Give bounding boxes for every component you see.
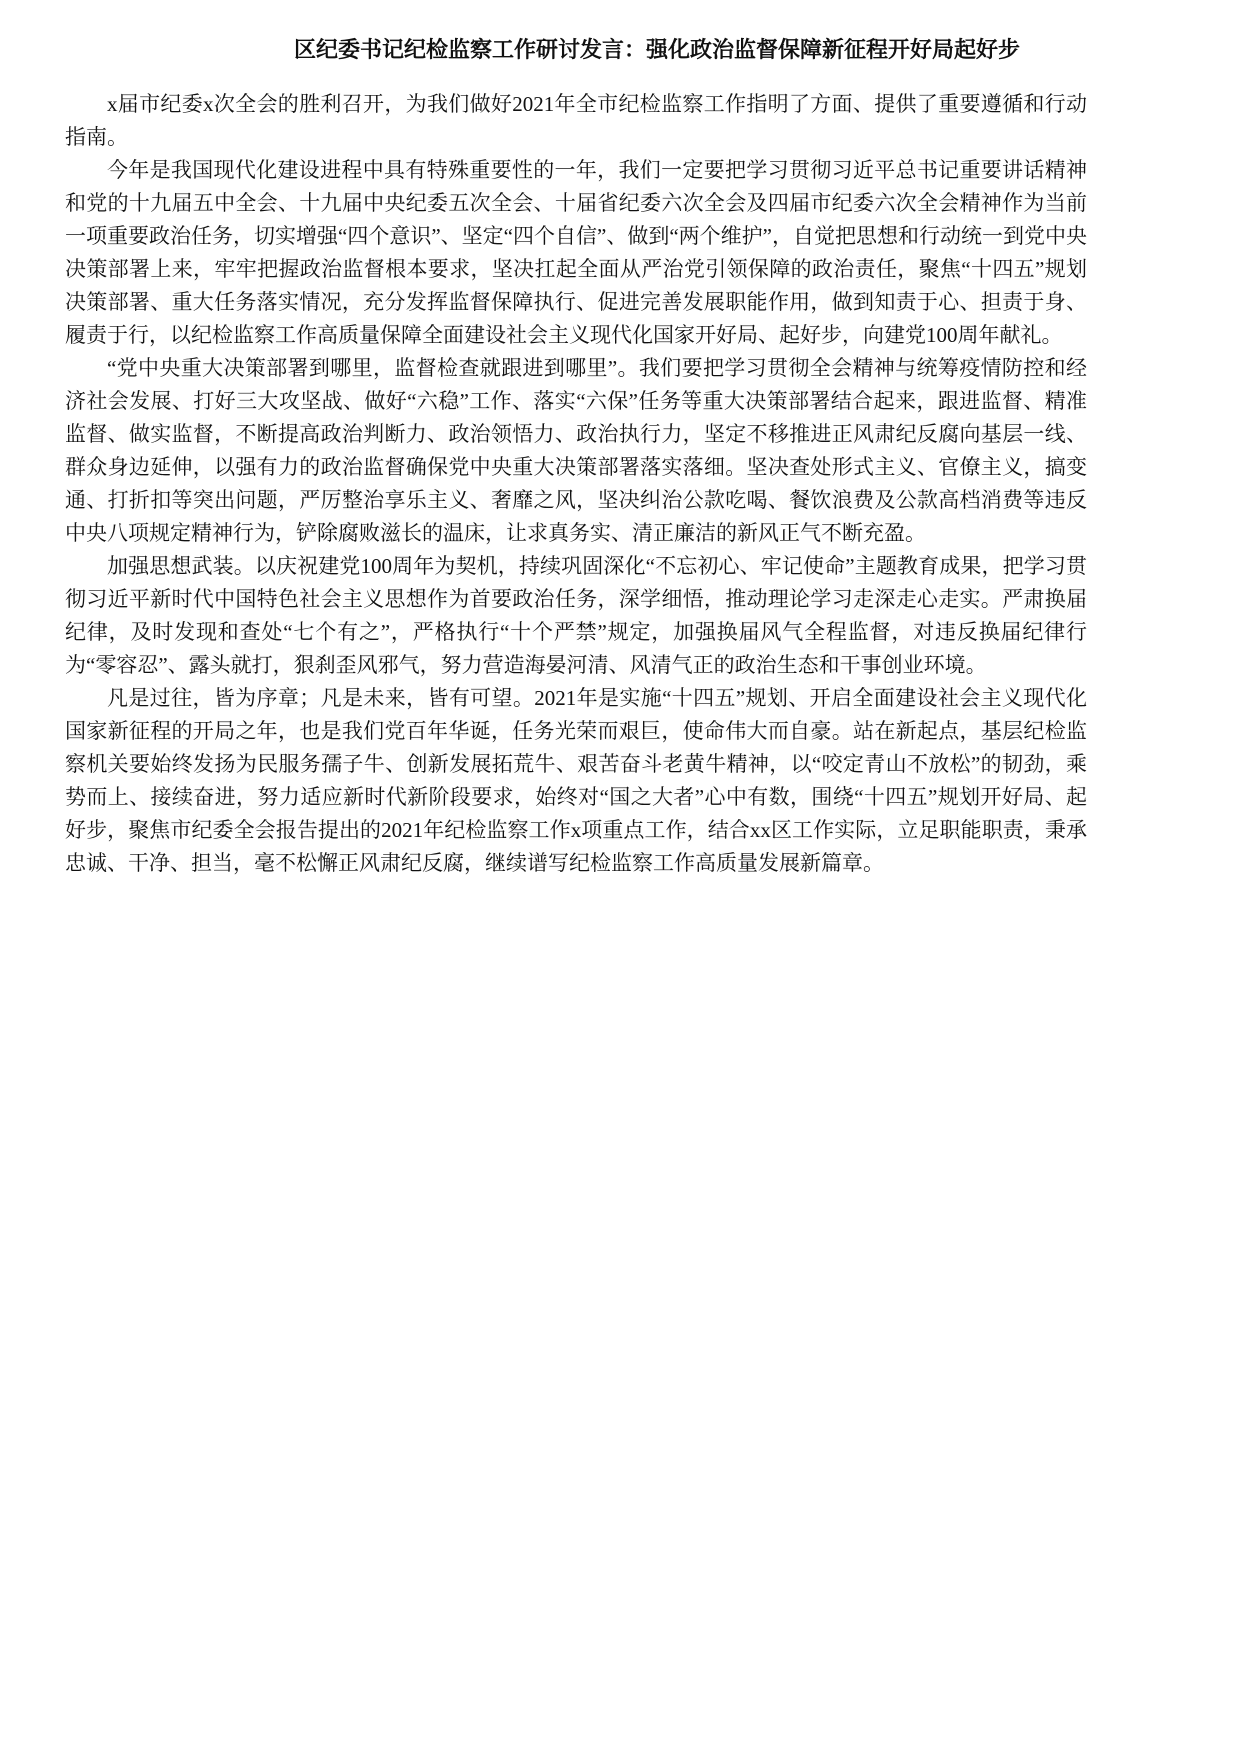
paragraph-5: 凡是过往，皆为序章；凡是未来，皆有可望。2021年是实施“十四五”规划、开启全面建设社会主义现代化国家新征程的开局之年，也是我们党百年华诞，任务光荣而艰巨，使命伟大而自豪。站在新起点，基层纪检监察机关要始终发扬为民服务孺子牛、创新发展拓荒牛、艰苦奋斗老黄牛精神，以“咬定青山不放松”的韧劲，乘势而上、接续奋进，努力适应新时代新阶段要求，始终对“国之大者”心中有数，围绕“十四五”规划开好局、起好步，聚焦市纪委全会报告提出的2021年纪检监察工作x项重点工作，结合xx区工作实际，立足职能职责，秉承忠诚、干净、担当，毫不松懈正风肃纪反腐，继续谱写纪检监察工作高质量发展新篇章。 [65,686,1087,875]
document-title: 区纪委书记纪检监察工作研讨发言：强化政治监督保障新征程开好局起好步 [293,37,1020,63]
paragraph-4: 加强思想武装。以庆祝建党100周年为契机，持续巩固深化“不忘初心、牢记使命”主题教育成果，把学习贯彻习近平新时代中国特色社会主义思想作为首要政治任务，深学细悟，推动理论学习走深走心走实。严肃换届纪律，及时发现和查处“七个有之”，严格执行“十个严禁”规定，加强换届风气全程监督，对违反换届纪律行为“零容忍”、露头就打，狠刹歪风邪气，努力营造海晏河清、风清气正的政治生态和干事创业环境。 [65,554,1087,677]
paragraph-3: “党中央重大决策部署到哪里，监督检查就跟进到哪里”。我们要把学习贯彻全会精神与统筹疫情防控和经济社会发展、打好三大攻坚战、做好“六稳”工作、落实“六保”任务等重大决策部署结合起来，跟进监督、精准监督、做实监督，不断提高政治判断力、政治领悟力、政治执行力，坚定不移推进正风肃纪反腐向基层一线、群众身边延伸，以强有力的政治监督确保党中央重大决策部署落实落细。坚决查处形式主义、官僚主义，搞变通、打折扣等突出问题，严厉整治享乐主义、奢靡之风，坚决纠治公款吃喝、餐饮浪费及公款高档消费等违反中央八项规定精神行为，铲除腐败滋长的温床，让求真务实、清正廉洁的新风正气不断充盈。 [65,356,1087,545]
paragraph-1: x届市纪委x次全会的胜利召开，为我们做好2021年全市纪检监察工作指明了方面、提供了重要遵循和行动指南。 [65,92,1087,149]
paragraph-2: 今年是我国现代化建设进程中具有特殊重要性的一年，我们一定要把学习贯彻习近平总书记重要讲话精神和党的十九届五中全会、十九届中央纪委五次全会、十届省纪委六次全会及四届市纪委六次全会精神作为当前一项重要政治任务，切实增强“四个意识”、坚定“四个自信”、做到“两个维护”，自觉把思想和行动统一到党中央决策部署上来，牢牢把握政治监督根本要求，坚决扛起全面从严治党引领保障的政治责任，聚焦“十四五”规划决策部署、重大任务落实情况，充分发挥监督保障执行、促进完善发展职能作用，做到知责于心、担责于身、履责于行，以纪检监察工作高质量保障全面建设社会主义现代化国家开好局、起好步，向建党100周年献礼。 [65,158,1087,347]
document-body [65,88,1087,880]
